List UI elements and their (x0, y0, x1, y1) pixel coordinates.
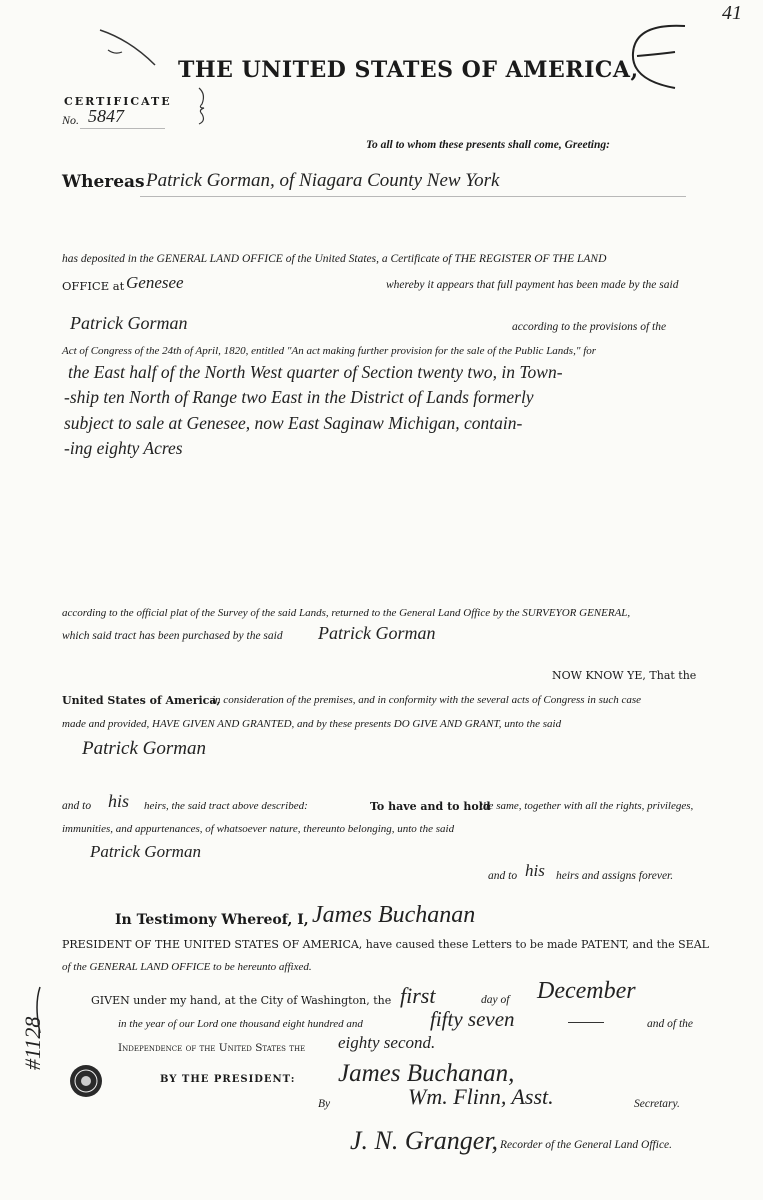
certificate-number: 5847 (88, 106, 124, 126)
consideration-line: in consideration of the premises, and in conformity with the several acts of Congress in such case (212, 694, 642, 706)
tract-description-line-2: -ship ten North of Range two East in the District of Lands formerly (64, 387, 534, 407)
office-label: OFFICE at (62, 279, 125, 293)
given-month: December (537, 978, 636, 1004)
payer-post: according to the provisions of the (512, 321, 667, 333)
document-title: THE UNITED STATES OF AMERICA, (178, 57, 639, 83)
page-number: 41 (722, 2, 742, 24)
year-line: in the year of our Lord one thousand eight hundred and (118, 1018, 363, 1030)
by-the-president: BY THE PRESIDENT: (160, 1074, 296, 1085)
united-states-blackletter: United States of America, (62, 694, 221, 707)
given-line: GIVEN under my hand, at the City of Washington, the (91, 994, 392, 1007)
by-label: By (318, 1098, 331, 1110)
heirs-end: the same, together with all the rights, privileges, (480, 800, 694, 812)
purchaser-name: Patrick Gorman (318, 623, 436, 643)
certificate-brace (196, 86, 210, 126)
general-land-office-seal (68, 1063, 104, 1099)
payer-name: Patrick Gorman (70, 313, 188, 333)
office-post: whereby it appears that full payment has been made by the said (386, 279, 679, 291)
tract-description-line-3: subject to sale at Genesee, now East Saginaw Michigan, contain- (64, 413, 523, 433)
secretary-label: Secretary. (634, 1098, 680, 1110)
recorder-signature: J. N. Granger, (350, 1126, 499, 1155)
immunities-line: immunities, and appurtenances, of whatsoever nature, thereunto belonging, unto the said (62, 823, 455, 835)
year-dash (568, 1022, 604, 1023)
and-of-the: and of the (647, 1018, 693, 1030)
day-of: day of (481, 994, 510, 1006)
grantee-name: Patrick Gorman (82, 738, 207, 759)
now-know-ye: NOW KNOW YE, That the (552, 669, 697, 682)
tract-description-line-4: -ing eighty Acres (64, 438, 183, 458)
have-and-hold: To have and to hold (370, 800, 491, 813)
assigns-post: heirs and assigns forever. (556, 870, 674, 882)
greeting: To all to whom these presents shall come, Greeting: (366, 139, 610, 151)
given-granted-line: made and provided, HAVE GIVEN AND GRANTED, and by these presents DO GIVE AND GRANT, unto the said (62, 718, 562, 730)
margin-number: #1128 (20, 1016, 45, 1070)
certificate-number-line (80, 128, 165, 129)
seal-line: of the GENERAL LAND OFFICE to be hereunto affixed. (62, 961, 312, 973)
secretary-signature: Wm. Flinn, Asst. (408, 1084, 554, 1109)
heirs-his: his (108, 791, 130, 811)
certificate-no-label: No. (62, 113, 80, 127)
testimony-heading: In Testimony Whereof, I, (115, 912, 309, 928)
heirs-pre: and to (62, 800, 92, 812)
recorder-label: Recorder of the General Land Office. (500, 1139, 673, 1151)
survey-line: according to the official plat of the Survey of the said Lands, returned to the General Land Office by the SURVEYOR GENERAL, (62, 607, 631, 619)
assigns-his: his (525, 861, 545, 880)
deposit-line: has deposited in the GENERAL LAND OFFICE of the United States, a Certificate of THE REGISTER OF THE LAND (62, 253, 607, 265)
margin-bracket (30, 985, 50, 1035)
purchased-line: which said tract has been purchased by the said (62, 630, 283, 642)
whereas-heading: Whereas (62, 172, 145, 192)
ink-mark-top-left (70, 10, 190, 90)
independence-line: Independence of the United States the (118, 1042, 306, 1054)
act-line: Act of Congress of the 24th of April, 1820, entitled "An act making further provision for the sale of the Public Lands," for (62, 345, 597, 357)
whereas-line (140, 196, 686, 197)
given-day: first (400, 983, 436, 1008)
office-location: Genesee (126, 273, 184, 292)
given-year: fifty seven (430, 1007, 515, 1031)
heirs-post: heirs, the said tract above described: (144, 800, 308, 812)
independence-year: eighty second. (338, 1033, 436, 1052)
testimony-name: James Buchanan (312, 902, 476, 928)
president-signature: James Buchanan, (338, 1060, 515, 1087)
tract-description-line-1: the East half of the North West quarter of Section twenty two, in Town- (68, 362, 563, 382)
assigns-pre: and to (488, 870, 518, 882)
whereas-name: Patrick Gorman, of Niagara County New York (146, 170, 500, 191)
president-line: PRESIDENT OF THE UNITED STATES OF AMERICA, have caused these Letters to be made PATENT, and the SEAL (62, 938, 709, 951)
certificate-label: CERTIFICATE (64, 95, 172, 108)
grantee-name-2: Patrick Gorman (90, 842, 201, 861)
